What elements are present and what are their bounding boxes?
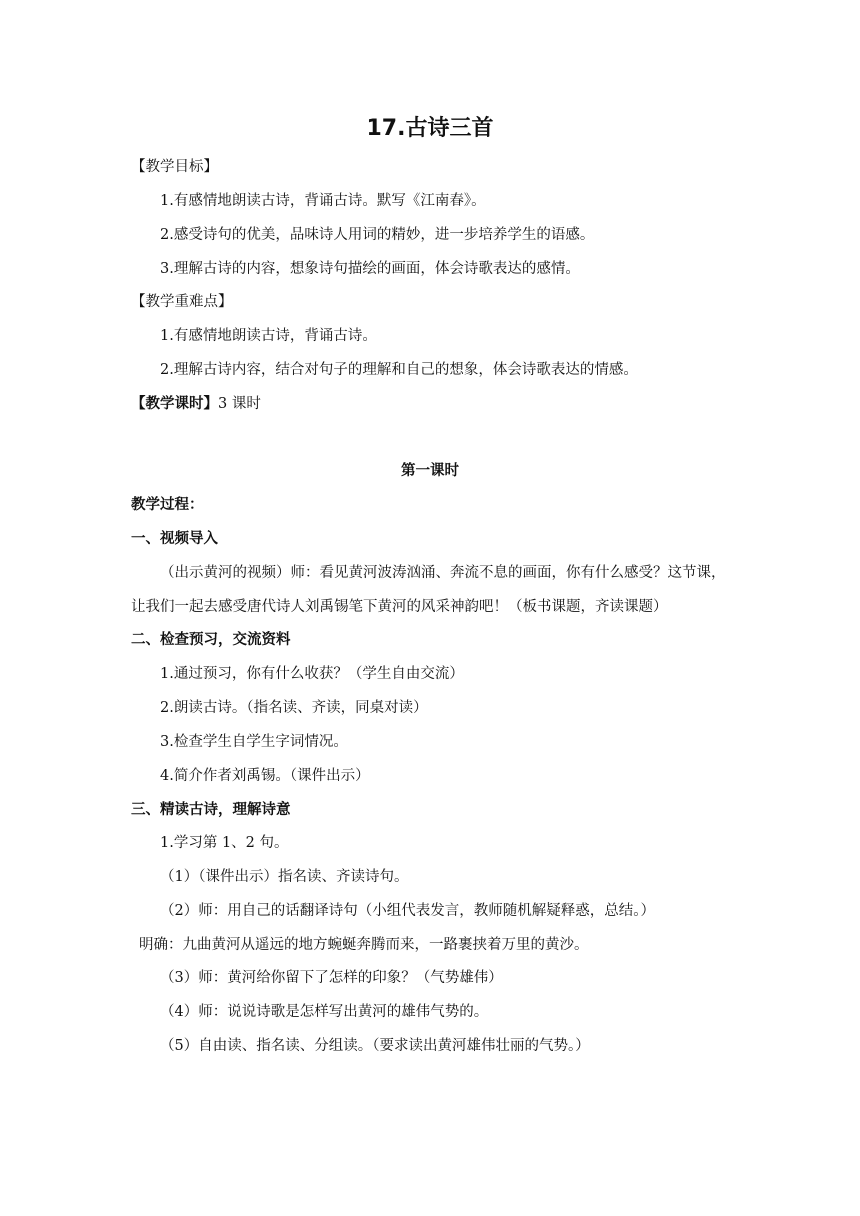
document-title: 17.古诗三首 bbox=[366, 116, 494, 141]
keypoint-item-1: 1.有感情地朗读古诗，背诵古诗。 bbox=[160, 328, 377, 344]
hours-value: 3 课时 bbox=[218, 396, 261, 412]
part3-item-2: （1）（课件出示）指名读、齐读诗句。 bbox=[160, 869, 409, 885]
part3-heading: 三、精读古诗，理解诗意 bbox=[131, 802, 291, 818]
keypoints-heading: 【教学重难点】 bbox=[131, 294, 233, 310]
part3-item-6: （4）师：说说诗歌是怎样写出黄河的雄伟气势的。 bbox=[160, 1004, 489, 1020]
part2-item-2: 2.朗读古诗。（指名读、齐读，同桌对读） bbox=[160, 700, 428, 716]
objectives-heading: 【教学目标】 bbox=[131, 159, 218, 175]
lesson-heading: 第一课时 bbox=[401, 463, 459, 479]
objective-item-3: 3.理解古诗的内容，想象诗句描绘的画面，体会诗歌表达的感情。 bbox=[160, 261, 580, 277]
hours-heading: 【教学课时】 bbox=[131, 396, 218, 412]
process-heading: 教学过程： bbox=[131, 497, 204, 513]
part3-item-4: 明确：九曲黄河从遥远的地方蜿蜒奔腾而来，一路裹挟着万里的黄沙。 bbox=[139, 937, 589, 953]
part3-item-5: （3）师：黄河给你留下了怎样的印象？（气势雄伟） bbox=[160, 970, 503, 986]
objective-item-1: 1.有感情地朗读古诗，背诵古诗。默写《江南春》。 bbox=[160, 193, 486, 209]
part2-item-3: 3.检查学生自学生字词情况。 bbox=[160, 734, 348, 750]
part2-item-1: 1.通过预习，你有什么收获？（学生自由交流） bbox=[160, 666, 464, 682]
objective-item-2: 2.感受诗句的优美，品味诗人用词的精妙，进一步培养学生的语感。 bbox=[160, 227, 595, 243]
part3-item-3: （2）师：用自己的话翻译诗句（小组代表发言，教师随机解疑释惑，总结。） bbox=[160, 903, 655, 919]
part1-line-1: （出示黄河的视频）师：看见黄河波涛汹涌、奔流不息的画面，你有什么感受？这节课， bbox=[160, 565, 726, 581]
part1-line-2: 让我们一起去感受唐代诗人刘禹锡笔下黄河的风采神韵吧！（板书课题，齐读课题） bbox=[131, 599, 668, 615]
part2-heading: 二、检查预习，交流资料 bbox=[131, 632, 291, 648]
part3-item-1: 1.学习第 1、2 句。 bbox=[160, 835, 289, 851]
keypoint-item-2: 2.理解古诗内容，结合对句子的理解和自己的想象，体会诗歌表达的情感。 bbox=[160, 362, 638, 378]
part1-heading: 一、视频导入 bbox=[131, 531, 218, 547]
hours-line bbox=[131, 394, 261, 414]
part3-item-7: （5）自由读、指名读、分组读。（要求读出黄河雄伟壮丽的气势。） bbox=[160, 1038, 590, 1054]
part2-item-4: 4.简介作者刘禹锡。（课件出示） bbox=[160, 768, 370, 784]
